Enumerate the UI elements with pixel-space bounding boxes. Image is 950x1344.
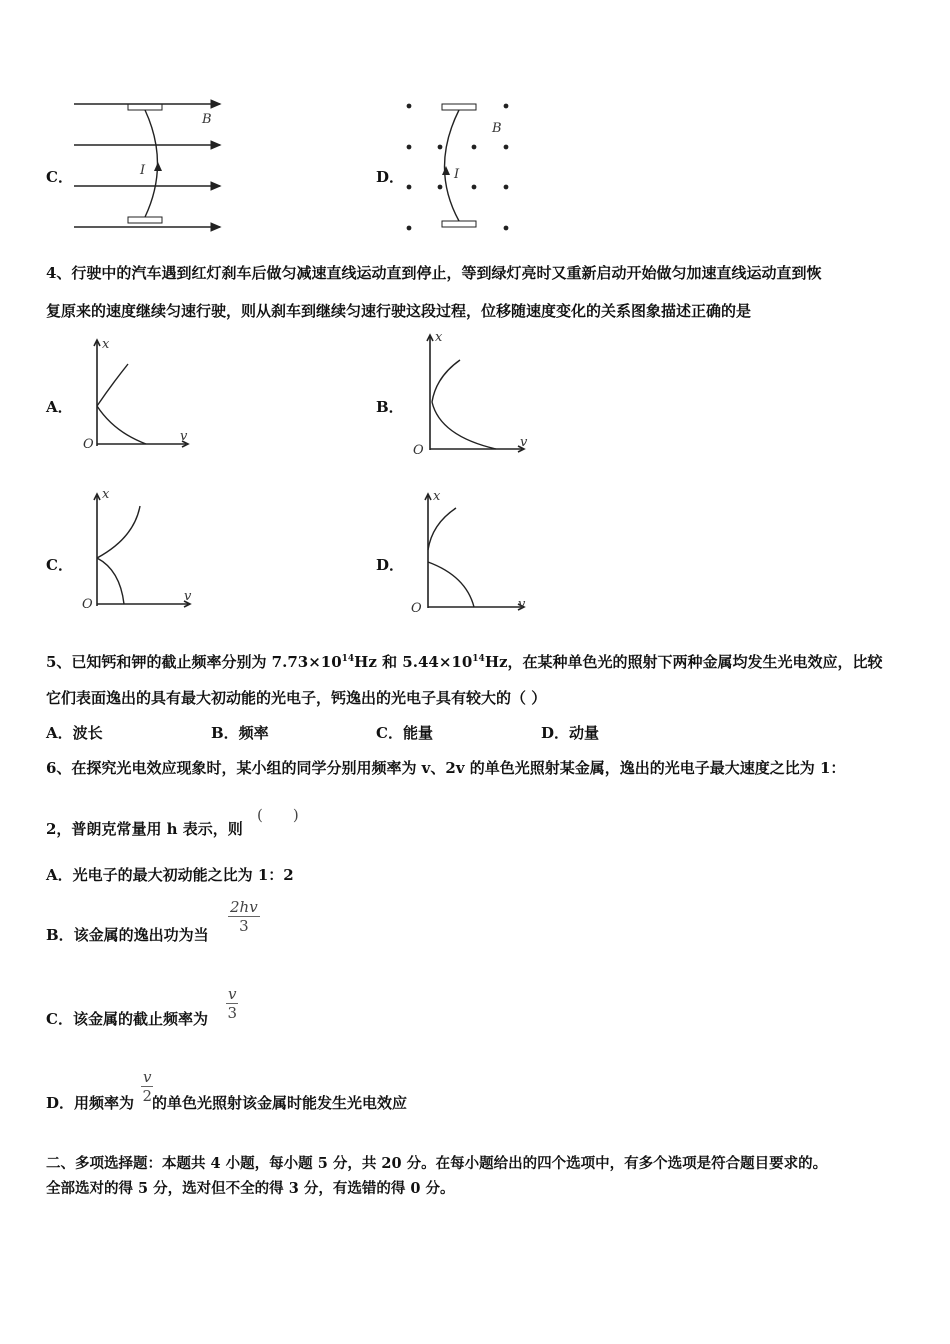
current-label-i: I [140,163,146,178]
q3-option-d-diagram [400,96,520,236]
current-arrow [442,166,450,175]
axis-x-label: x [102,337,110,352]
q3-option-c-label[interactable]: C． [46,168,73,186]
curve-lower [432,402,496,449]
q4-option-c-label[interactable]: C． [46,556,73,574]
q6-text-line2: 2，普朗克常量用 h 表示，则 [46,820,243,838]
curve-lower [97,406,146,444]
axis-v-label: v [180,429,188,444]
q5-text-line2: 它们表面逸出的具有最大初动能的光电子，钙逸出的光电子具有较大的（ ） [46,689,547,707]
field-label-b: B [492,121,502,136]
axis-x-label: x [433,489,441,504]
current-label-i: I [454,167,460,182]
q6-answer-paren: ( ) [257,806,299,824]
q6-option-d[interactable]: D．用频率为 的单色光照射该金属时能发生光电效应 [46,1094,408,1112]
q5-option-d[interactable]: D．动量 [541,724,600,742]
q6-option-d-fraction: $\frac{v}{2}$ [142,1068,153,1105]
top-support [128,104,162,110]
axis-x-label: x [102,487,110,502]
bottom-support [442,221,476,227]
q6-option-b-fraction: $\frac{2hv}{3}$ [230,898,258,935]
q3-option-c-diagram [70,96,230,236]
section2-heading-line1: 二、多项选择题：本题共 4 小题，每小题 5 分，共 20 分。在每小题给出的四个选项中，有多个选项是符合题目要求的。 [46,1155,828,1172]
q4-text-line2: 复原来的速度继续匀速行驶，则从刹车到继续匀速行驶这段过程，位移随速度变化的关系图象描述正确的是 [46,302,752,320]
q6-option-b[interactable]: B．该金属的逸出功为当 [46,926,209,944]
q6-text-line1: 6、在探究光电效应现象时，某小组的同学分别用频率为 v、2v 的单色光照射某金属，逸出的光电子最大速度之比为 1： [46,759,846,777]
origin-label: O [411,601,422,616]
q5-option-c[interactable]: C．能量 [376,724,433,742]
q5-option-b[interactable]: B．频率 [211,724,269,742]
q4-graph-c [80,487,200,612]
q4-graph-b [410,332,530,457]
bottom-support [128,217,162,223]
axis-v-label: v [518,597,526,612]
wire [445,110,460,221]
wire [145,110,158,217]
q6-option-c-fraction: $\frac{v}{3}$ [227,985,238,1022]
curve-lower [428,562,474,607]
section2-heading-line2: 全部选对的得 5 分，选对但不全的得 3 分，有选错的得 0 分。 [46,1180,455,1197]
q4-option-d-label[interactable]: D． [376,556,405,574]
curve-upper [97,506,140,558]
current-arrow [154,162,162,171]
q6-option-a[interactable]: A．光电子的最大初动能之比为 1：2 [46,866,294,884]
q4-option-b-label[interactable]: B． [376,398,404,416]
field-label-b: B [202,112,212,127]
q3-option-d-label[interactable]: D． [376,168,405,186]
origin-label: O [83,437,94,452]
axis-x-label: x [435,330,443,345]
curve-upper [97,364,128,406]
q6-option-c[interactable]: C．该金属的截止频率为 [46,1010,208,1028]
curve-upper [428,508,456,550]
q4-text-line1: 4、行驶中的汽车遇到红灯刹车后做匀减速直线运动直到停止，等到绿灯亮时又重新启动开始做匀加速直线运动直到恢 [46,264,822,282]
q4-graph-a [80,336,200,456]
curve-upper [432,360,460,402]
axis-v-label: v [520,435,528,450]
top-support [442,104,476,110]
q4-option-a-label[interactable]: A． [46,398,73,416]
origin-label: O [82,597,93,612]
axis-v-label: v [184,589,192,604]
curve-lower [97,558,124,604]
q5-text-line1: 5、已知钙和钾的截止频率分别为 $7.73\times 10^{14}Hz$ 和 $5.44\times 10^{14}Hz$，在某种单色光的照射下两种金属均发生光电效应，比较 [46,653,883,671]
origin-label: O [413,443,424,458]
q5-option-a[interactable]: A．波长 [46,724,103,742]
q4-graph-d [408,489,533,616]
